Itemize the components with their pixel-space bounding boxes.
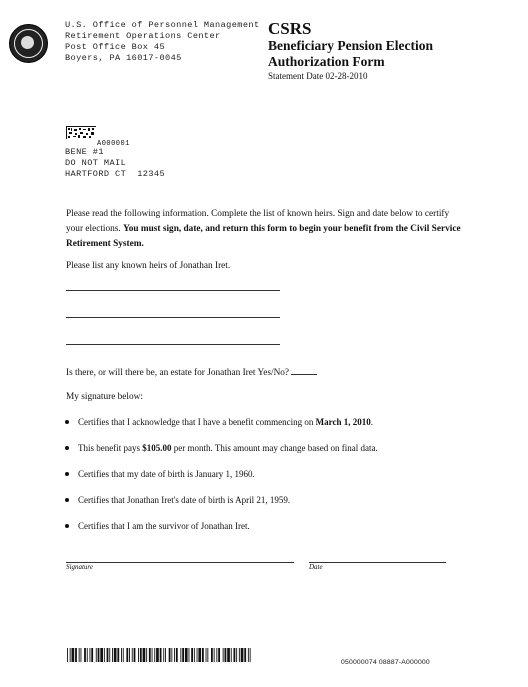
mailing-line: DO NOT MAIL <box>65 158 127 168</box>
statement-date: Statement Date 02-28-2010 <box>268 71 368 81</box>
signature-label: Signature <box>66 563 93 571</box>
list-item <box>64 467 464 493</box>
account-code: A000001 <box>97 140 130 148</box>
datamatrix-code-icon <box>66 126 96 139</box>
certification-text: Certifies that I acknowledge that I have a benefit commencing on <box>78 417 314 427</box>
date-label: Date <box>309 563 323 571</box>
opm-seal-logo <box>9 24 48 63</box>
sender-line: Retirement Operations Center <box>65 31 221 41</box>
form-code: CSRS <box>268 19 312 38</box>
benefit-start-date: March 1, 2010 <box>315 417 371 427</box>
barcode-icon <box>67 648 251 662</box>
sender-line: U.S. Office of Personnel Management <box>65 20 260 30</box>
benefit-amount: $105.00 <box>142 443 172 453</box>
heir-entry-line[interactable] <box>66 317 280 318</box>
sender-line: Boyers, PA 16017-0045 <box>65 53 182 63</box>
barcode-number: 050000074 08887-A000000 <box>341 659 430 666</box>
estate-question-text: Is there, or will there be, an estate for Jonathan Iret Yes/No? <box>66 368 290 378</box>
estate-answer-blank[interactable] <box>291 365 317 375</box>
sender-line: Post Office Box 45 <box>65 42 166 52</box>
list-item <box>64 441 464 467</box>
certification-list <box>64 415 464 545</box>
form-title <box>268 38 433 69</box>
signature-intro: My signature below: <box>66 392 143 402</box>
mailing-address <box>65 147 165 180</box>
sender-address <box>65 20 260 64</box>
list-item: Certifies that I acknowledge that I have a benefit commencing on March 1, 2010. <box>64 415 464 441</box>
certification-text: Certifies that I am the survivor of Jonathan Iret. <box>78 521 250 531</box>
list-item <box>64 519 464 545</box>
heir-entry-line[interactable] <box>66 290 280 291</box>
certification-text: per month. This amount may change based on final data. <box>173 443 378 453</box>
heirs-prompt: Please list any known heirs of Jonathan Iret. <box>66 261 231 271</box>
certification-text: Certifies that my date of birth is January 1, 1960. <box>78 469 255 479</box>
instructions-paragraph <box>66 207 461 252</box>
heir-entry-line[interactable] <box>66 344 280 345</box>
signature-line[interactable] <box>66 562 294 563</box>
mailing-line: HARTFORD CT 12345 <box>65 169 166 179</box>
form-title-line: Authorization Form <box>268 53 385 69</box>
instructions-required-text: You must sign, date, and return this form to begin your benefit from the Civil Service Retirement System. <box>66 224 461 249</box>
estate-question <box>66 365 461 381</box>
form-title-line: Beneficiary Pension Election <box>268 38 433 53</box>
certification-text: Certifies that Jonathan Iret's date of birth is April 21, 1959. <box>78 495 291 505</box>
certification-text: This benefit pays <box>78 443 140 453</box>
instructions-text: Please read the following information. Complete the list of known heirs. Sign and date below to certify your elections. <box>66 209 450 234</box>
list-item <box>64 493 464 519</box>
mailing-line: BENE #1 <box>65 147 104 157</box>
date-line[interactable] <box>309 562 446 563</box>
